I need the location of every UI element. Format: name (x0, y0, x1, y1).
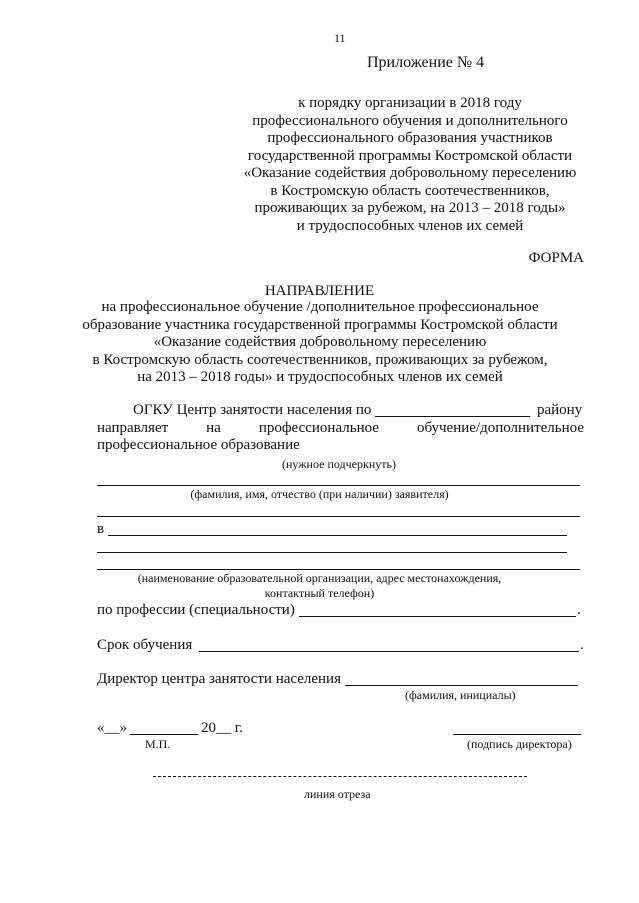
organization-prefix: в (97, 521, 105, 537)
signature-caption: (подпись директора) (467, 737, 572, 751)
direction-option-professional[interactable]: профессиональное (258, 420, 379, 436)
period-label: Срок обучения (97, 637, 193, 653)
appendix-subtitle-line: профессионального обучения и дополнительного (252, 112, 568, 129)
profession-end-dot: . (577, 602, 581, 618)
appendix-subtitle-line: государственной программы Костромской области (247, 147, 573, 164)
appendix-subtitle-line: проживающих за рубежом, на 2013 – 2018 годы» (254, 200, 566, 216)
period-end-dot: . (580, 637, 584, 653)
cut-line-label: линия отреза (304, 787, 371, 801)
heading-line: в Костромскую область соотечественников, проживающих за рубежом, (92, 351, 548, 368)
appendix-subtitle (240, 95, 580, 235)
district-field[interactable] (375, 416, 530, 417)
profession-label: по профессии (специальности) (97, 602, 295, 618)
heading-line: на профессиональное обучение /дополнительное профессиональное (101, 299, 539, 315)
director-label: Директор центра занятости населения (97, 671, 341, 687)
director-name-field[interactable] (345, 685, 578, 686)
applicant-caption: (фамилия, имя, отчество (при наличии) заявителя) (190, 487, 449, 501)
employment-center-text: ОГКУ Центр занятости населения по (133, 402, 372, 418)
organization-caption-line: контактный телефон) (264, 586, 375, 600)
profession-field[interactable] (299, 616, 576, 617)
underline-hint: (нужное подчеркнуть) (282, 457, 396, 471)
direction-option-additional[interactable]: обучение/дополнительное (416, 420, 584, 436)
organization-caption-line: (наименование образовательной организации, адрес местонахождения, (137, 571, 502, 585)
applicant-name-field[interactable] (97, 485, 580, 486)
document-heading: НАПРАВЛЕНИЕ (264, 283, 375, 299)
direction-word: на (206, 420, 221, 436)
applicant-extra-field[interactable] (97, 516, 580, 517)
stamp-label: М.П. (145, 737, 171, 751)
organization-field-2[interactable] (97, 552, 567, 553)
date-year-field[interactable]: 20__ г. (201, 720, 243, 736)
heading-line: образование участника государственной программы Костромской области (82, 316, 558, 333)
district-suffix: району (537, 402, 583, 418)
heading-line: на 2013 – 2018 годы» и трудоспособных членов их семей (137, 369, 503, 385)
direction-text (97, 420, 584, 437)
direction-word: направляет (97, 420, 169, 436)
appendix-subtitle-line: в Костромскую область соотечественников, (270, 182, 550, 199)
heading-line: «Оказание содействия добровольному переселению (153, 334, 487, 350)
organization-field-3[interactable] (97, 569, 580, 570)
heading-description (60, 299, 580, 387)
cut-line (153, 776, 527, 777)
organization-field-1[interactable] (108, 535, 567, 536)
appendix-subtitle-line: «Оказание содействия добровольному переселению (243, 165, 577, 181)
organization-caption (0, 571, 639, 601)
signature-field[interactable] (453, 734, 581, 735)
page-number: 11 (334, 31, 346, 45)
period-field[interactable] (199, 651, 579, 652)
director-caption: (фамилия, инициалы) (405, 688, 516, 702)
appendix-subtitle-line: профессионального образования участников (267, 130, 553, 146)
direction-text-continued: профессиональное образование (97, 437, 300, 453)
form-label: ФОРМА (528, 250, 584, 266)
appendix-subtitle-line: и трудоспособных членов их семей (296, 217, 524, 234)
date-month-field[interactable] (130, 734, 198, 735)
date-day-field[interactable]: «__» (97, 720, 127, 736)
appendix-title: Приложение № 4 (367, 54, 485, 71)
appendix-subtitle-line: к порядку организации в 2018 году (298, 95, 522, 111)
